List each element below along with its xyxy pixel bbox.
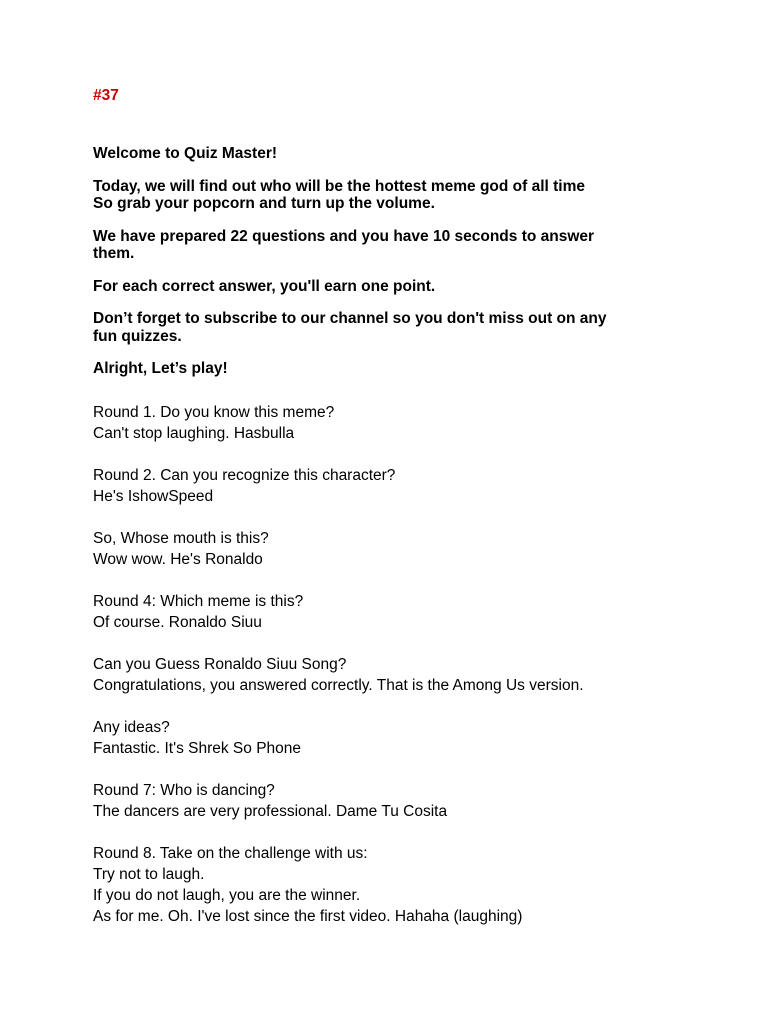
intro-paragraph [93,360,693,378]
round-answer: The dancers are very professional. Dame Tu Cosita [93,803,448,820]
round-block [93,465,713,507]
intro-line: So grab your popcorn and turn up the volume. [93,195,435,212]
intro-line: Welcome to Quiz Master! [93,145,278,162]
round-block [93,654,713,696]
round-answer: As for me. Oh. I've lost since the first video. Hahaha (laughing) [93,908,523,925]
intro-line: We have prepared 22 questions and you have 10 seconds to answer [93,227,595,245]
round-answer: Of course. Ronaldo Siuu [93,614,262,631]
round-answer: Can't stop laughing. Hasbulla [93,425,295,442]
round-question: Round 1. Do you know this meme? [93,404,335,421]
intro-line: Don’t forget to subscribe to our channel so you don't miss out on any [93,310,607,327]
intro-paragraph [93,145,693,163]
round-block [93,402,713,444]
intro-line: For each correct answer, you'll earn one point. [93,277,436,295]
round-block [93,528,713,570]
round-answer: Try not to laugh. [93,866,205,883]
intro-line: fun quizzes. [93,327,182,345]
round-block [93,717,713,759]
round-question: Round 8. Take on the challenge with us: [93,845,368,862]
intro-paragraph [93,228,693,263]
round-block [93,843,713,927]
round-block [93,780,713,822]
round-answer: Congratulations, you answered correctly. That is the Among Us version. [93,677,584,694]
intro-line: Alright, Let’s play! [93,360,228,377]
intro-paragraph [93,310,693,345]
round-question: Round 2. Can you recognize this character? [93,467,396,484]
round-answer: If you do not laugh, you are the winner. [93,887,361,904]
intro-line: them. [93,245,135,262]
round-block [93,591,713,633]
round-answer: Fantastic. It's Shrek So Phone [93,740,302,757]
intro-paragraph [93,278,693,296]
script-number: #37 [93,87,119,104]
intro-section [93,145,693,393]
intro-paragraph [93,178,693,213]
round-question: Can you Guess Ronaldo Siuu Song? [93,656,347,673]
rounds-section [93,402,713,948]
round-question: Round 4: Which meme is this? [93,593,304,610]
round-question: Any ideas? [93,719,170,736]
intro-line: Today, we will find out who will be the hottest meme god of all time [93,177,586,195]
round-answer: He's IshowSpeed [93,488,214,505]
round-question: So, Whose mouth is this? [93,530,269,547]
round-answer: Wow wow. He's Ronaldo [93,551,263,568]
round-question: Round 7: Who is dancing? [93,782,275,799]
